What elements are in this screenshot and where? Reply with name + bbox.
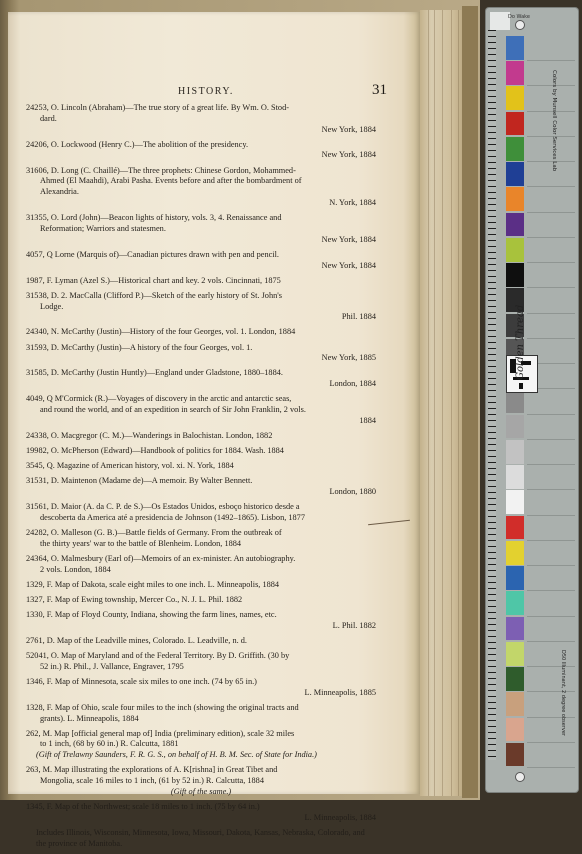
color-swatch: [506, 516, 524, 540]
entry-line: 24253, O. Lincoln (Abraham)—The true story of a great life. By Wm. O. Stod-: [26, 103, 289, 112]
card-brand-label: Colors by Munsell Color Services Lab: [551, 70, 557, 172]
color-swatch: [506, 440, 524, 464]
catalog-entry: [26, 368, 376, 390]
color-swatch: [506, 642, 524, 666]
catalog-entry: [26, 677, 376, 699]
color-swatch: [506, 162, 524, 186]
entry-line: 1345, F. Map of the Northwest; scale 18 miles to 1 inch. (75 by 64 in.): [26, 802, 260, 812]
entry-imprint: L. Minneapolis, 1884: [304, 812, 376, 822]
color-swatch: [506, 61, 524, 85]
catalog-entry: [26, 394, 376, 426]
entry-line: to 1 inch, (68 by 60 in.) R. Calcutta, 1881: [40, 739, 179, 749]
swatch-value-row: [527, 516, 575, 541]
swatch-value-row: [527, 692, 575, 717]
catalog-entry: [26, 276, 376, 287]
entry-line: grants). L. Minneapolis, 1884: [40, 713, 139, 723]
color-swatch: [506, 465, 524, 489]
entry-line: 31355, O. Lord (John)—Beacon lights of history, vols. 3, 4. Renaissance and: [26, 213, 282, 223]
entry-line: 1328, F. Map of Ohio, scale four miles to the inch (showing the original tracts and: [26, 702, 299, 712]
entry-line: 31606, D. Long (C. Chaillé)—The three prophets: Chinese Gordon, Mohammed-: [26, 165, 296, 175]
swatch-value-row: [527, 667, 575, 692]
catalog-entry: [26, 651, 376, 673]
catalog-entry: [26, 327, 376, 338]
color-swatch: [506, 36, 524, 60]
color-swatch: [506, 692, 524, 716]
entry-imprint: 1884: [359, 415, 376, 425]
color-swatch: [506, 541, 524, 565]
entry-line: the thirty years' war to the battle of Blenheim. London, 1884: [40, 538, 242, 548]
entry-line: 24364, O. Malmesbury (Earl of)—Memoirs of an ex-minister. An autobiography.: [26, 553, 296, 563]
entry-line: 31531, D. Maintenon (Madame de)—A memoir. By Walter Bennett.: [26, 476, 253, 486]
entry-line: 31585, D. McCarthy (Justin Huntly)—England under Gladstone, 1880–1884.: [26, 368, 283, 378]
entry-line: Reformation; Warriors and statesmen.: [40, 223, 166, 233]
entry-line: 4057, Q Lorne (Marquis of)—Canadian pictures drawn with pen and pencil.: [26, 249, 279, 259]
card-hole-top: [515, 20, 525, 30]
entry-imprint: New York, 1885: [321, 353, 376, 363]
entry-imprint: N. York, 1884: [329, 197, 376, 207]
entry-line: Mongolia, scale 16 miles to 1 inch, (61 by 52 in.) R. Calcutta, 1884: [40, 776, 264, 786]
entry-line: 31538, D. 2. MacCalla (Clifford P.)—Sketch of the early history of St. John's: [26, 290, 282, 300]
card-logo: Do Wake: [508, 14, 530, 20]
entry-imprint: L. Phil. 1882: [332, 620, 376, 630]
final-note: Includes Illinois, Wisconsin, Minnesota, Iowa, Missouri, Dakota, Kansas, Nebraska, Colorado, and the province of Manitoba.: [36, 827, 365, 848]
entry-line: Lodge.: [40, 301, 64, 311]
entry-line: 1330, F. Map of Floyd County, Indiana, showing the farm lines, names, etc.: [26, 610, 277, 620]
catalog-entry: [26, 291, 376, 323]
swatch-value-row: [527, 36, 575, 61]
catalog-entry: [26, 250, 376, 272]
catalog-entry: [26, 431, 376, 442]
swatch-value-row: [527, 389, 575, 414]
entry-line: 24206, O. Lockwood (Henry C.)—The abolition of the presidency.: [26, 139, 249, 149]
catalog-entry: [26, 103, 376, 135]
catalog-entry: [26, 595, 376, 606]
swatch-value-row: [527, 238, 575, 263]
entry-line: Ahmed (El Maahdi), Arabi Pasha. Events before and after the bombardment of: [40, 176, 302, 186]
swatch-value-row: [527, 541, 575, 566]
entry-line: 2 vols. London, 1884: [40, 564, 111, 574]
catalog-entry: [26, 610, 376, 632]
running-head: HISTORY.: [178, 86, 234, 97]
entry-imprint: New York, 1884: [321, 260, 376, 270]
card-name-label: Golden Thread: [515, 304, 526, 380]
color-swatch: [506, 566, 524, 590]
color-swatch: [506, 213, 524, 237]
entry-line: 24340, N. McCarthy (Justin)—History of the four Georges, vol. 1. London, 1884: [26, 327, 296, 337]
card-bottom-label: D50 Illuminant, 2 degree observer: [560, 650, 566, 736]
catalog-entry: [26, 140, 376, 162]
catalog-entry: [26, 802, 376, 824]
swatch-value-row: [527, 591, 575, 616]
entry-line: 1346, F. Map of Minnesota, scale six miles to one inch. (74 by 65 in.): [26, 676, 257, 686]
entry-line: Alexandria.: [40, 187, 79, 197]
color-swatch: [506, 490, 524, 514]
entry-line: and round the world, and of an expedition in search of Sir John Franklin, 2 vols.: [40, 405, 306, 415]
entry-imprint: New York, 1884: [321, 150, 376, 160]
color-swatch: [506, 718, 524, 742]
catalog-entry: [26, 729, 376, 761]
swatch-value-row: [527, 718, 575, 743]
color-swatch: [506, 137, 524, 161]
entry-imprint: L. Minneapolis, 1885: [304, 687, 376, 697]
entry-line: descoberta da America até a presidencia de Johnson (1492–1865). Lisbon, 1877: [40, 512, 305, 522]
card-ruler-scale: [488, 30, 496, 760]
swatch-value-row: [527, 490, 575, 515]
entry-line: 3545, Q. Magazine of American history, vol. xi. N. York, 1884: [26, 461, 234, 471]
catalog-entry: [26, 636, 376, 647]
color-swatch: [506, 112, 524, 136]
entry-gift-note: (Gift of the same.): [170, 786, 232, 796]
entry-line: dard.: [40, 113, 57, 123]
entry-line: 24282, O. Malleson (G. B.)—Battle fields of Germany. From the outbreak of: [26, 528, 282, 538]
entry-imprint: New York, 1884: [321, 234, 376, 244]
catalog-entry: [26, 580, 376, 591]
entry-line: 1329, F. Map of Dakota, scale eight miles to one inch. L. Minneapolis, 1884: [26, 579, 280, 589]
card-ruler-top: [490, 12, 510, 30]
catalog-entry: [26, 213, 376, 245]
catalog-entry: [26, 166, 376, 209]
catalog-entry: [26, 343, 376, 365]
catalog-entry: [26, 502, 376, 524]
entry-line: 52041, O. Map of Maryland and of the Federal Territory. By D. Griffith. (30 by: [26, 651, 290, 660]
catalog-entry: [26, 446, 376, 457]
book-spine: [462, 6, 478, 798]
color-swatch: [506, 263, 524, 287]
color-swatch: [506, 238, 524, 262]
entry-imprint: Phil. 1884: [341, 312, 376, 322]
color-swatch: [506, 667, 524, 691]
entry-line: 263, M. Map illustrating the explorations of A. K[rishna] in Great Tibet and: [26, 765, 278, 775]
swatch-value-row: [527, 465, 575, 490]
swatch-value-row: [527, 187, 575, 212]
color-swatch: [506, 415, 524, 439]
catalog-entry: [26, 528, 376, 550]
entry-line: 4049, Q M'Cormick (R.)—Voyages of discovery in the arctic and antarctic seas,: [26, 394, 292, 404]
entry-imprint: London, 1880: [329, 487, 376, 497]
catalog-entry: [26, 554, 376, 576]
catalog-entry: [26, 765, 376, 797]
swatch-value-row: [527, 314, 575, 339]
swatch-value-row: [527, 743, 575, 768]
catalog-entry: [26, 461, 376, 472]
swatch-value-row: [527, 617, 575, 642]
color-swatch: [506, 86, 524, 110]
entry-line: 31561, D. Maior (A. da C. P. de S.)—Os Estados Unidos, esboço historico desde a: [26, 502, 300, 512]
page-number: 31: [372, 82, 387, 98]
swatch-value-row: [527, 263, 575, 288]
swatch-value-row: [527, 213, 575, 238]
catalog-entries: [26, 103, 376, 854]
entry-line: 1987, F. Lyman (Azel S.)—Historical chart and key. 2 vols. Cincinnati, 1875: [26, 275, 281, 285]
swatch-value-row: [527, 415, 575, 440]
swatch-value-row: [527, 566, 575, 591]
color-swatch: [506, 187, 524, 211]
entry-line: 52 in.) R. Phil., J. Vallance, Engraver, 1795: [40, 661, 184, 671]
entry-line: 2761, D. Map of the Leadville mines, Colorado. L. Leadville, n. d.: [26, 635, 247, 645]
swatch-value-row: [527, 642, 575, 667]
entry-line: 19982, O. McPherson (Edward)—Handbook of politics for 1884. Wash. 1884: [26, 446, 284, 456]
color-swatch: [506, 617, 524, 641]
entry-gift-note: (Gift of Trelawny Saunders, F. R. G. S., on behalf of H. B. M. Sec. of State for India.): [36, 750, 317, 760]
swatch-value-row: [527, 440, 575, 465]
entry-line: 262, M. Map [official general map of] India (preliminary edition), scale 32 miles: [26, 728, 295, 738]
entry-line: 31593, D. McCarthy (Justin)—A history of the four Georges, vol. 1.: [26, 342, 253, 352]
swatch-value-row: [527, 288, 575, 313]
color-swatch: [506, 591, 524, 615]
card-hole-bottom: [515, 772, 525, 782]
catalog-entry: [26, 476, 376, 498]
entry-imprint: London, 1884: [329, 379, 376, 389]
catalog-entry: [26, 703, 376, 725]
entry-line: 1327, F. Map of Ewing township, Mercer Co., N. J. L. Phil. 1882: [26, 594, 243, 604]
entry-imprint: New York, 1884: [321, 124, 376, 134]
entry-line: 24338, O. Macgregor (C. M.)—Wanderings in Balochistan. London, 1882: [26, 430, 273, 440]
color-swatch: [506, 743, 524, 767]
